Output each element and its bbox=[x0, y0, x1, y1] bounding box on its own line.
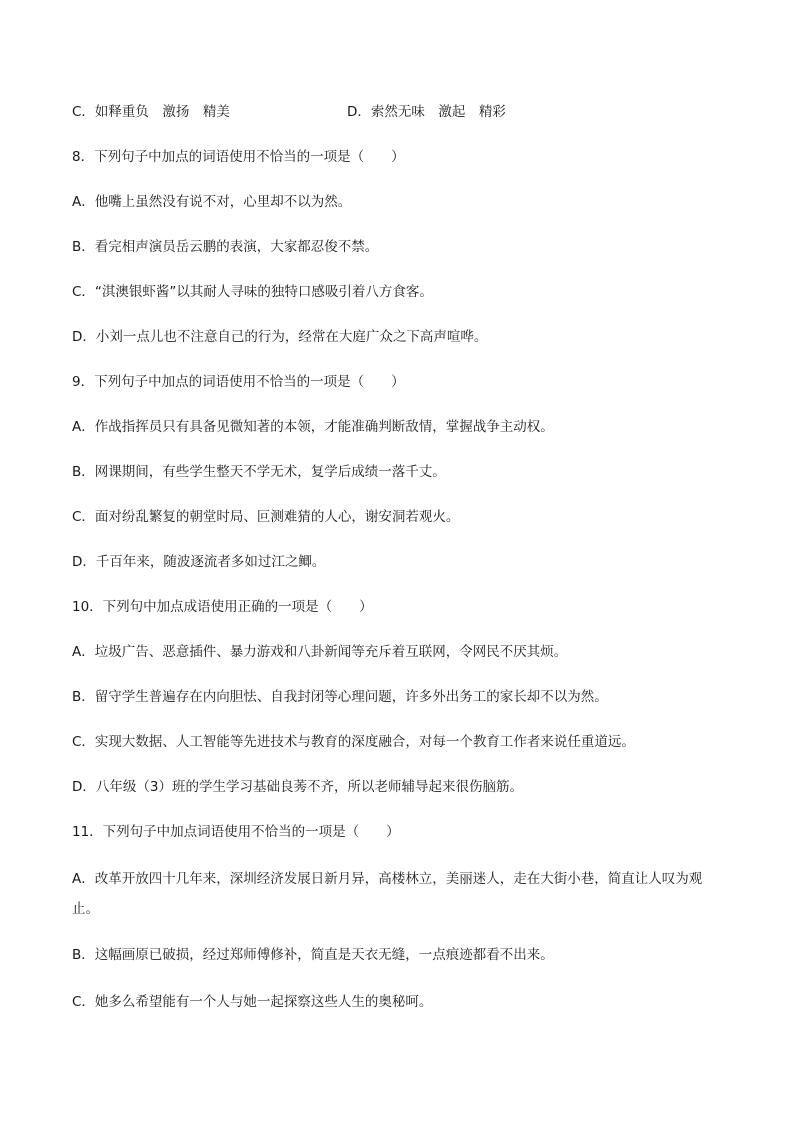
option-b-q9: B．网课期间，有些学生整天不学无术，复学后成绩一落千丈。 bbox=[72, 464, 446, 480]
option-d-q9: D．千百年来，随波逐流者多如过江之鲫。 bbox=[72, 554, 326, 570]
option-c-q9: C．面对纷乱繁复的朝堂时局、叵测难猜的人心，谢安洞若观火。 bbox=[72, 509, 460, 525]
question-8: 8．下列句子中加点的词语使用不恰当的一项是（ ） bbox=[72, 149, 405, 165]
option-c-q10: C．实现大数据、人工智能等先进技术与教育的深度融合，对每一个教育工作者来说任重道远。 bbox=[72, 734, 635, 750]
option-a-q8: A．他嘴上虽然没有说不对，心里却不以为然。 bbox=[72, 194, 352, 210]
option-a-q10: A．垃圾广告、恶意插件、暴力游戏和八卦新闻等充斥着互联网，令网民不厌其烦。 bbox=[72, 644, 568, 660]
option-d-q7: D．索然无味 激起 精彩 bbox=[347, 104, 506, 120]
option-b-q8: B．看完相声演员岳云鹏的表演，大家都忍俊不禁。 bbox=[72, 239, 379, 255]
question-9: 9．下列句子中加点的词语使用不恰当的一项是（ ） bbox=[72, 374, 405, 390]
option-a-q11: A．改革开放四十几年来，深圳经济发展日新月异，高楼林立，美丽迷人，走在大街小巷，简直让人叹为观 bbox=[72, 871, 703, 887]
option-b-q11: B．这幅画原已破损，经过郑师傅修补，简直是天衣无缝，一点痕迹都看不出来。 bbox=[72, 947, 554, 963]
option-c-q8: C．“淇澳银虾酱”以其耐人寻味的独特口感吸引着八方食客。 bbox=[72, 284, 433, 300]
option-c-q11: C．她多么希望能有一个人与她一起探察这些人生的奥秘呵。 bbox=[72, 994, 433, 1010]
option-d-q10: D．八年级（3）班的学生学习基础良莠不齐，所以老师辅导起来很伤脑筋。 bbox=[72, 779, 523, 795]
option-a-q9: A．作战指挥员只有具备见微知著的本领，才能准确判断敌情，掌握战争主动权。 bbox=[72, 419, 554, 435]
option-c-q7: C．如释重负 激扬 精美 bbox=[72, 104, 230, 120]
option-d-q8: D．小刘一点儿也不注意自己的行为，经常在大庭广众之下高声喧哗。 bbox=[72, 329, 488, 345]
option-a-q11-continued: 止。 bbox=[72, 901, 99, 917]
option-b-q10: B．留守学生普遍存在内向胆怯、自我封闭等心理问题，许多外出务工的家长却不以为然。 bbox=[72, 689, 608, 705]
question-11: 11．下列句子中加点词语使用不恰当的一项是（ ） bbox=[72, 824, 400, 840]
question-10: 10．下列句中加点成语使用正确的一项是（ ） bbox=[72, 599, 373, 615]
